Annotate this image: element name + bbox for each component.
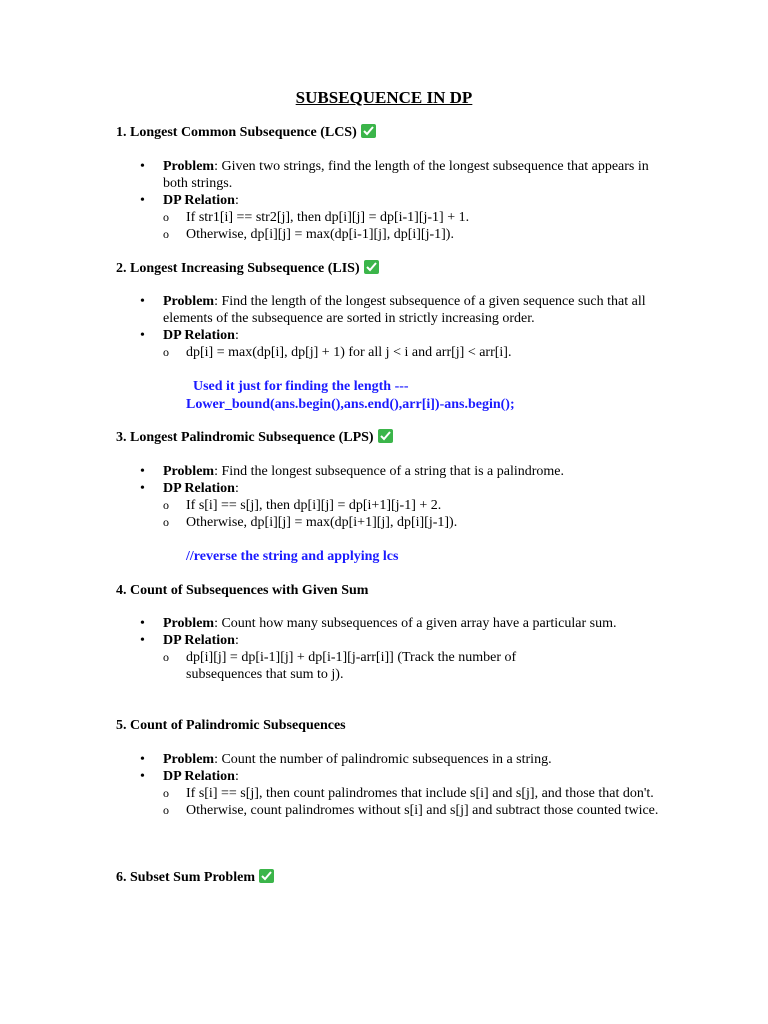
section-list-lcs [140, 158, 660, 243]
relation-list [163, 497, 660, 531]
dp-relation-suffix: : [234, 769, 239, 784]
problem-text: : Count the number of palindromic subsequences in a string. [214, 752, 552, 767]
section-heading-subset-sum [116, 869, 274, 886]
section-heading-lcs [116, 124, 376, 141]
list-item [140, 463, 660, 480]
relation-list [163, 785, 660, 819]
check-box-icon [364, 260, 379, 274]
problem-label: Problem [163, 294, 215, 309]
note-text: //reverse the string and applying lcs [186, 549, 399, 564]
list-item [140, 158, 660, 192]
problem-label: Problem [163, 616, 215, 631]
section-heading-text: 5. Count of Palindromic Subsequences [116, 718, 346, 733]
section-heading-lis [116, 260, 379, 277]
section-list-count-palindromic [140, 751, 660, 819]
dp-relation-suffix: : [234, 328, 239, 343]
section-heading-text: 4. Count of Subsequences with Given Sum [116, 583, 369, 598]
list-item [140, 615, 660, 632]
relation-item: o Otherwise, count palindromes without s[i] and s[j] and subtract those counted twice. [163, 802, 660, 819]
section-heading-text: 1. Longest Common Subsequence (LCS) [116, 125, 357, 140]
section-heading-count-sum [116, 582, 368, 599]
relation-item: o Otherwise, dp[i][j] = max(dp[i+1][j], dp[i][j-1]). [163, 514, 660, 531]
problem-text: : Find the length of the longest subsequence of a given sequence such that all elements of the subsequence are sorted in strictly increasing order. [163, 294, 646, 326]
dp-relation-suffix: : [234, 193, 239, 208]
problem-text: : Given two strings, find the length of the longest subsequence that appears in both strings. [163, 159, 649, 191]
note-text: Lower_bound(ans.begin(),ans.end(),arr[i])-ans.begin(); [186, 397, 515, 412]
section-heading-count-palindromic [116, 717, 346, 734]
page-title: SUBSEQUENCE IN DP [295, 88, 473, 107]
relation-item: o dp[i][j] = dp[i-1][j] + dp[i-1][j-arr[i]] (Track the number of subsequences that sum to j). [163, 649, 660, 683]
note-text: Used it just for finding the length --- [193, 379, 409, 394]
dp-relation-suffix: : [234, 633, 239, 648]
problem-text: : Count how many subsequences of a given array have a particular sum. [214, 616, 617, 631]
section-list-lis [140, 293, 660, 361]
dp-relation-suffix: : [234, 481, 239, 496]
dp-relation-label: DP Relation [163, 328, 235, 343]
list-item [140, 192, 660, 243]
section-heading-text: 6. Subset Sum Problem [116, 870, 255, 885]
check-box-icon [361, 124, 376, 138]
check-box-icon [259, 869, 274, 883]
section-heading-text: 2. Longest Increasing Subsequence (LIS) [116, 261, 360, 276]
check-box-icon [378, 429, 393, 443]
relation-item: o If str1[i] == str2[j], then dp[i][j] = dp[i-1][j-1] + 1. [163, 209, 660, 226]
dp-relation-label: DP Relation [163, 193, 235, 208]
section-list-count-sum [140, 615, 660, 683]
list-item [140, 327, 660, 361]
section-list-lps [140, 463, 660, 531]
problem-text: : Find the longest subsequence of a string that is a palindrome. [214, 464, 565, 479]
section-heading-text: 3. Longest Palindromic Subsequence (LPS) [116, 430, 374, 445]
problem-label: Problem [163, 464, 215, 479]
list-item [140, 751, 660, 768]
relation-list [163, 649, 660, 683]
problem-label: Problem [163, 159, 215, 174]
dp-relation-label: DP Relation [163, 481, 235, 496]
relation-list [163, 344, 660, 361]
dp-relation-label: DP Relation [163, 769, 235, 784]
dp-relation-label: DP Relation [163, 633, 235, 648]
relation-item: o If s[i] == s[j], then count palindromes that include s[i] and s[j], and those that don't. [163, 785, 660, 802]
list-item [140, 480, 660, 531]
list-item [140, 293, 660, 327]
list-item [140, 768, 660, 819]
relation-list [163, 209, 660, 243]
section-heading-lps [116, 429, 393, 446]
relation-item: o If s[i] == s[j], then dp[i][j] = dp[i+1][j-1] + 2. [163, 497, 660, 514]
relation-item: o dp[i] = max(dp[i], dp[j] + 1) for all j < i and arr[j] < arr[i]. [163, 344, 660, 361]
list-item [140, 632, 660, 683]
problem-label: Problem [163, 752, 215, 767]
relation-item: o Otherwise, dp[i][j] = max(dp[i-1][j], dp[i][j-1]). [163, 226, 660, 243]
